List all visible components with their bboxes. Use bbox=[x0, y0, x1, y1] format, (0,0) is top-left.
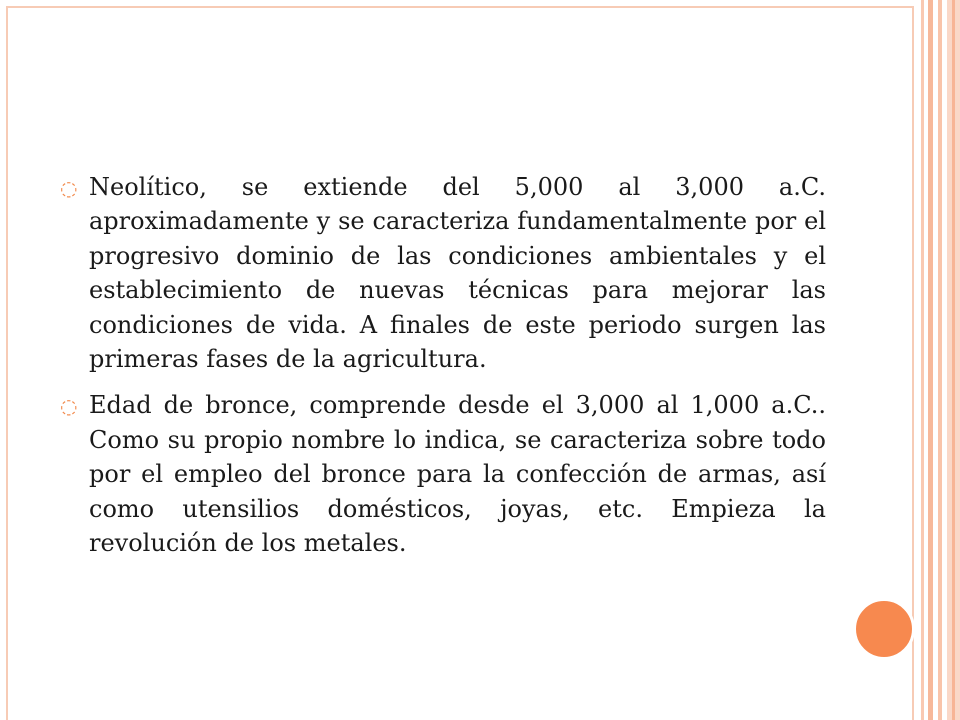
bullet-item-neolitico bbox=[60, 170, 826, 376]
bullet-list bbox=[60, 170, 826, 560]
slide-body bbox=[60, 170, 826, 572]
bullet-text: Edad de bronce, comprende desde el 3,000 al 1,000 a.C.. Como su propio nombre lo indica, se caracteriza sobre todo por el empleo del bronce para la confección de armas, así como utensilios domésticos, joyas, etc. Empieza la revolución de los metales. bbox=[89, 391, 826, 558]
bullet-text: Neolítico, se extiende del 5,000 al 3,000 a.C. aproximadamente y se caracteriza fundamentalmente por el progresivo dominio de las condiciones ambientales y el establecimiento de nuevas técnicas para mejorar las condiciones de vida. A finales de este periodo surgen las primeras fases de la agricultura. bbox=[89, 173, 826, 374]
decorative-stripe bbox=[928, 0, 933, 720]
bullet-circle-icon: ◌ bbox=[60, 394, 78, 419]
bullet-circle-icon: ◌ bbox=[60, 176, 78, 200]
decorative-circle bbox=[853, 598, 915, 660]
decorative-stripe bbox=[921, 0, 924, 720]
decorative-stripe bbox=[952, 0, 955, 720]
decorative-stripe bbox=[938, 0, 942, 720]
bullet-item-edad-de-bronce bbox=[60, 388, 826, 560]
